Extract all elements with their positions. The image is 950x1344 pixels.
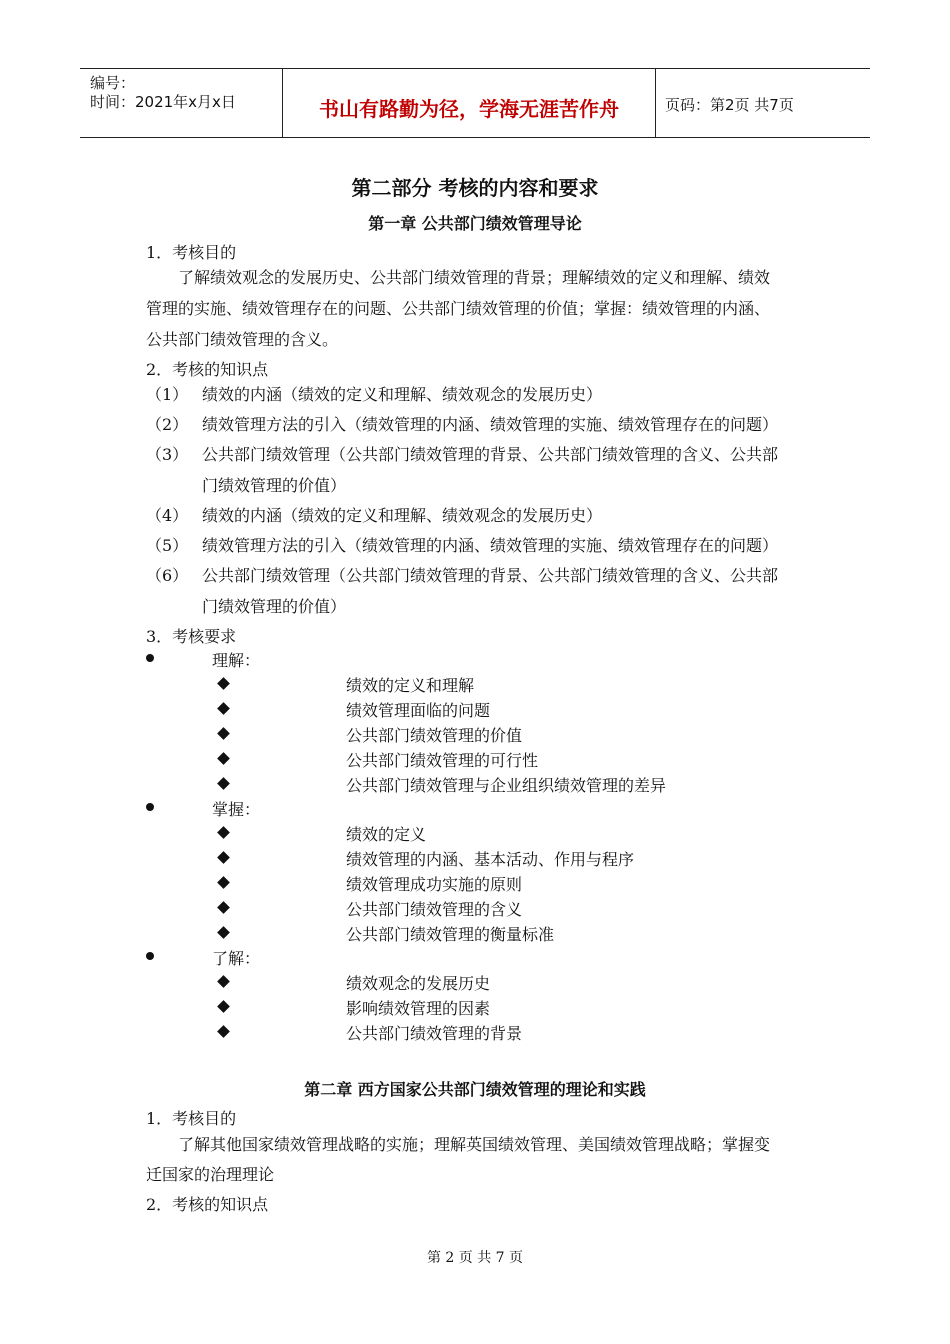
requirement-item: 绩效的定义 <box>346 825 427 844</box>
point-text-cont: 门绩效管理的价值） <box>202 597 347 616</box>
ch1-s1-heading: 1．考核目的 <box>146 243 237 262</box>
requirement-item: 绩效管理面临的问题 <box>346 701 491 720</box>
requirement-label: 理解： <box>212 651 261 670</box>
point-text: 绩效的内涵（绩效的定义和理解、绩效观念的发展历史） <box>202 385 603 404</box>
requirement-item: 绩效观念的发展历史 <box>346 974 491 993</box>
point-number: （5） <box>146 536 189 555</box>
ch2-s2-heading: 2．考核的知识点 <box>146 1195 269 1214</box>
part-title: 第二部分 考核的内容和要求 <box>351 176 599 200</box>
point-number: （6） <box>146 566 189 585</box>
requirement-item: 公共部门绩效管理的价值 <box>346 726 523 745</box>
chapter2-title: 第二章 西方国家公共部门绩效管理的理论和实践 <box>304 1080 646 1099</box>
ch2-s1-heading: 1．考核目的 <box>146 1109 237 1128</box>
point-text-cont: 门绩效管理的价值） <box>202 476 347 495</box>
diamond-icon <box>217 826 230 839</box>
diamond-icon <box>217 926 230 939</box>
diamond-icon <box>217 752 230 765</box>
requirement-label: 掌握： <box>212 800 261 819</box>
bullet-icon <box>146 654 154 662</box>
point-number: （3） <box>146 445 189 464</box>
date-label: 时间：2021年x月x日 <box>90 93 236 111</box>
diamond-icon <box>217 702 230 715</box>
requirement-item: 公共部门绩效管理的可行性 <box>346 751 539 770</box>
page-footer: 第 2 页 共 7 页 <box>426 1250 524 1266</box>
diamond-icon <box>217 1000 230 1013</box>
ch1-s3-heading: 3．考核要求 <box>146 627 237 646</box>
page-info: 页码：第2页 共7页 <box>665 96 794 114</box>
requirement-item: 绩效的定义和理解 <box>346 676 475 695</box>
diamond-icon <box>217 975 230 988</box>
point-number: （1） <box>146 385 189 404</box>
diamond-icon <box>217 677 230 690</box>
diamond-icon <box>217 777 230 790</box>
requirement-item: 绩效管理的内涵、基本活动、作用与程序 <box>346 850 635 869</box>
header-motto-cell <box>282 69 656 137</box>
ch2-s1-line: 了解其他国家绩效管理战略的实施；理解英国绩效管理、美国绩效管理战略；掌握变 <box>178 1135 771 1154</box>
ch1-s1-line: 管理的实施、绩效管理存在的问题、公共部门绩效管理的价值；掌握：绩效管理的内涵、 <box>146 299 771 318</box>
diamond-icon <box>217 876 230 889</box>
requirement-item: 公共部门绩效管理的衡量标准 <box>346 925 555 944</box>
diamond-icon <box>217 851 230 864</box>
ch2-s1-line: 迁国家的治理理论 <box>146 1165 275 1184</box>
ch1-s1-line: 了解绩效观念的发展历史、公共部门绩效管理的背景；理解绩效的定义和理解、绩效 <box>178 268 771 287</box>
bullet-icon <box>146 803 154 811</box>
point-number: （4） <box>146 506 189 525</box>
ch1-s2-heading: 2．考核的知识点 <box>146 360 269 379</box>
point-text: 绩效管理方法的引入（绩效管理的内涵、绩效管理的实施、绩效管理存在的问题） <box>202 536 779 555</box>
requirement-item: 公共部门绩效管理的含义 <box>346 900 523 919</box>
point-text: 公共部门绩效管理（公共部门绩效管理的背景、公共部门绩效管理的含义、公共部 <box>202 566 779 585</box>
header-left-cell <box>80 69 282 137</box>
number-label: 编号： <box>90 74 136 92</box>
point-text: 绩效管理方法的引入（绩效管理的内涵、绩效管理的实施、绩效管理存在的问题） <box>202 415 779 434</box>
motto: 书山有路勤为径，学海无涯苦作舟 <box>319 97 619 121</box>
point-text: 绩效的内涵（绩效的定义和理解、绩效观念的发展历史） <box>202 506 603 525</box>
ch1-s1-line: 公共部门绩效管理的含义。 <box>146 330 339 349</box>
bullet-icon <box>146 952 154 960</box>
diamond-icon <box>217 727 230 740</box>
diamond-icon <box>217 1025 230 1038</box>
requirement-label: 了解： <box>212 949 261 968</box>
diamond-icon <box>217 901 230 914</box>
requirement-item: 公共部门绩效管理与企业组织绩效管理的差异 <box>346 776 667 795</box>
chapter1-title: 第一章 公共部门绩效管理导论 <box>368 214 582 233</box>
header-page-cell <box>655 69 870 137</box>
requirement-item: 公共部门绩效管理的背景 <box>346 1024 523 1043</box>
point-text: 公共部门绩效管理（公共部门绩效管理的背景、公共部门绩效管理的含义、公共部 <box>202 445 779 464</box>
requirement-item: 影响绩效管理的因素 <box>346 999 491 1018</box>
document-header <box>80 68 870 138</box>
requirement-item: 绩效管理成功实施的原则 <box>346 875 523 894</box>
point-number: （2） <box>146 415 189 434</box>
